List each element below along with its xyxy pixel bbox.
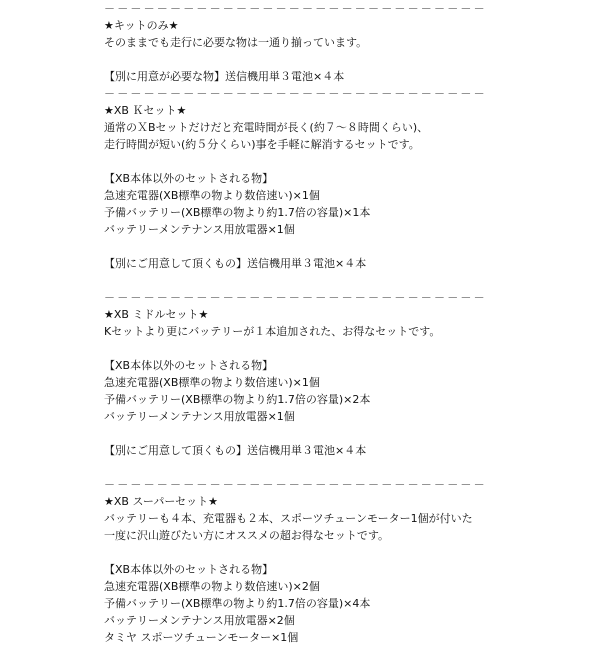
description-line: 通常のＸBセットだけだと充電時間が長く(約７～８時間くらい)、 xyxy=(104,121,429,134)
included-item: 急速充電器(XB標準の物より数倍速い)×2個 xyxy=(104,580,320,593)
blank-line xyxy=(104,51,584,68)
blank-line xyxy=(104,544,584,561)
required-items-line: 【別にご用意して頂くもの】送信機用単３電池×４本 xyxy=(104,257,367,270)
description-line: 一度に沢山遊びたい方にオススメの超お得なセットです。 xyxy=(104,529,390,542)
description-line: Kセットより更にバッテリーが１本追加された、お得なセットです。 xyxy=(104,325,441,338)
section-title-k-set: ★XB Ｋセット★ xyxy=(104,104,187,117)
included-items-heading: 【XB本体以外のセットされる物】 xyxy=(104,172,274,185)
separator-line: －－－－－－－－－－－－－－－－－－－－－－－－－－－－－ xyxy=(104,2,487,15)
blank-line xyxy=(104,340,584,357)
blank-line xyxy=(104,153,584,170)
included-item: バッテリーメンテナンス用放電器×2個 xyxy=(104,614,295,627)
description-line: そのままでも走行に必要な物は一通り揃っています。 xyxy=(104,36,368,49)
section-title-middle-set: ★XB ミドルセット★ xyxy=(104,308,209,321)
blank-line xyxy=(104,272,584,289)
included-item: 急速充電器(XB標準の物より数倍速い)×1個 xyxy=(104,189,320,202)
included-item: 予備バッテリー(XB標準の物より約1.7倍の容量)×1本 xyxy=(104,206,371,219)
included-item: 予備バッテリー(XB標準の物より約1.7倍の容量)×2本 xyxy=(104,393,371,406)
separator-line: －－－－－－－－－－－－－－－－－－－－－－－－－－－－－ xyxy=(104,478,487,491)
included-items-heading: 【XB本体以外のセットされる物】 xyxy=(104,563,274,576)
section-title-super-set: ★XB スーパーセット★ xyxy=(104,495,218,508)
included-item: タミヤ スポーツチューンモーター×1個 xyxy=(104,631,299,644)
description-line: 走行時間が短い(約５分くらい)事を手軽に解消するセットです。 xyxy=(104,138,420,151)
included-item: バッテリーメンテナンス用放電器×1個 xyxy=(104,223,295,236)
included-item: バッテリーメンテナンス用放電器×1個 xyxy=(104,410,295,423)
description-line: バッテリーも４本、充電器も２本、スポーツチューンモーター1個が付いた xyxy=(104,512,473,525)
blank-line xyxy=(104,238,584,255)
required-items-line: 【別に用意が必要な物】送信機用単３電池×４本 xyxy=(104,70,345,83)
section-title-kit-only: ★キットのみ★ xyxy=(104,19,179,32)
product-description xyxy=(104,0,584,646)
included-item: 予備バッテリー(XB標準の物より約1.7倍の容量)×4本 xyxy=(104,597,371,610)
included-items-heading: 【XB本体以外のセットされる物】 xyxy=(104,359,274,372)
separator-line: －－－－－－－－－－－－－－－－－－－－－－－－－－－－－ xyxy=(104,87,487,100)
blank-line xyxy=(104,425,584,442)
separator-line: －－－－－－－－－－－－－－－－－－－－－－－－－－－－－ xyxy=(104,291,487,304)
included-item: 急速充電器(XB標準の物より数倍速い)×1個 xyxy=(104,376,320,389)
blank-line xyxy=(104,459,584,476)
required-items-line: 【別にご用意して頂くもの】送信機用単３電池×４本 xyxy=(104,444,367,457)
